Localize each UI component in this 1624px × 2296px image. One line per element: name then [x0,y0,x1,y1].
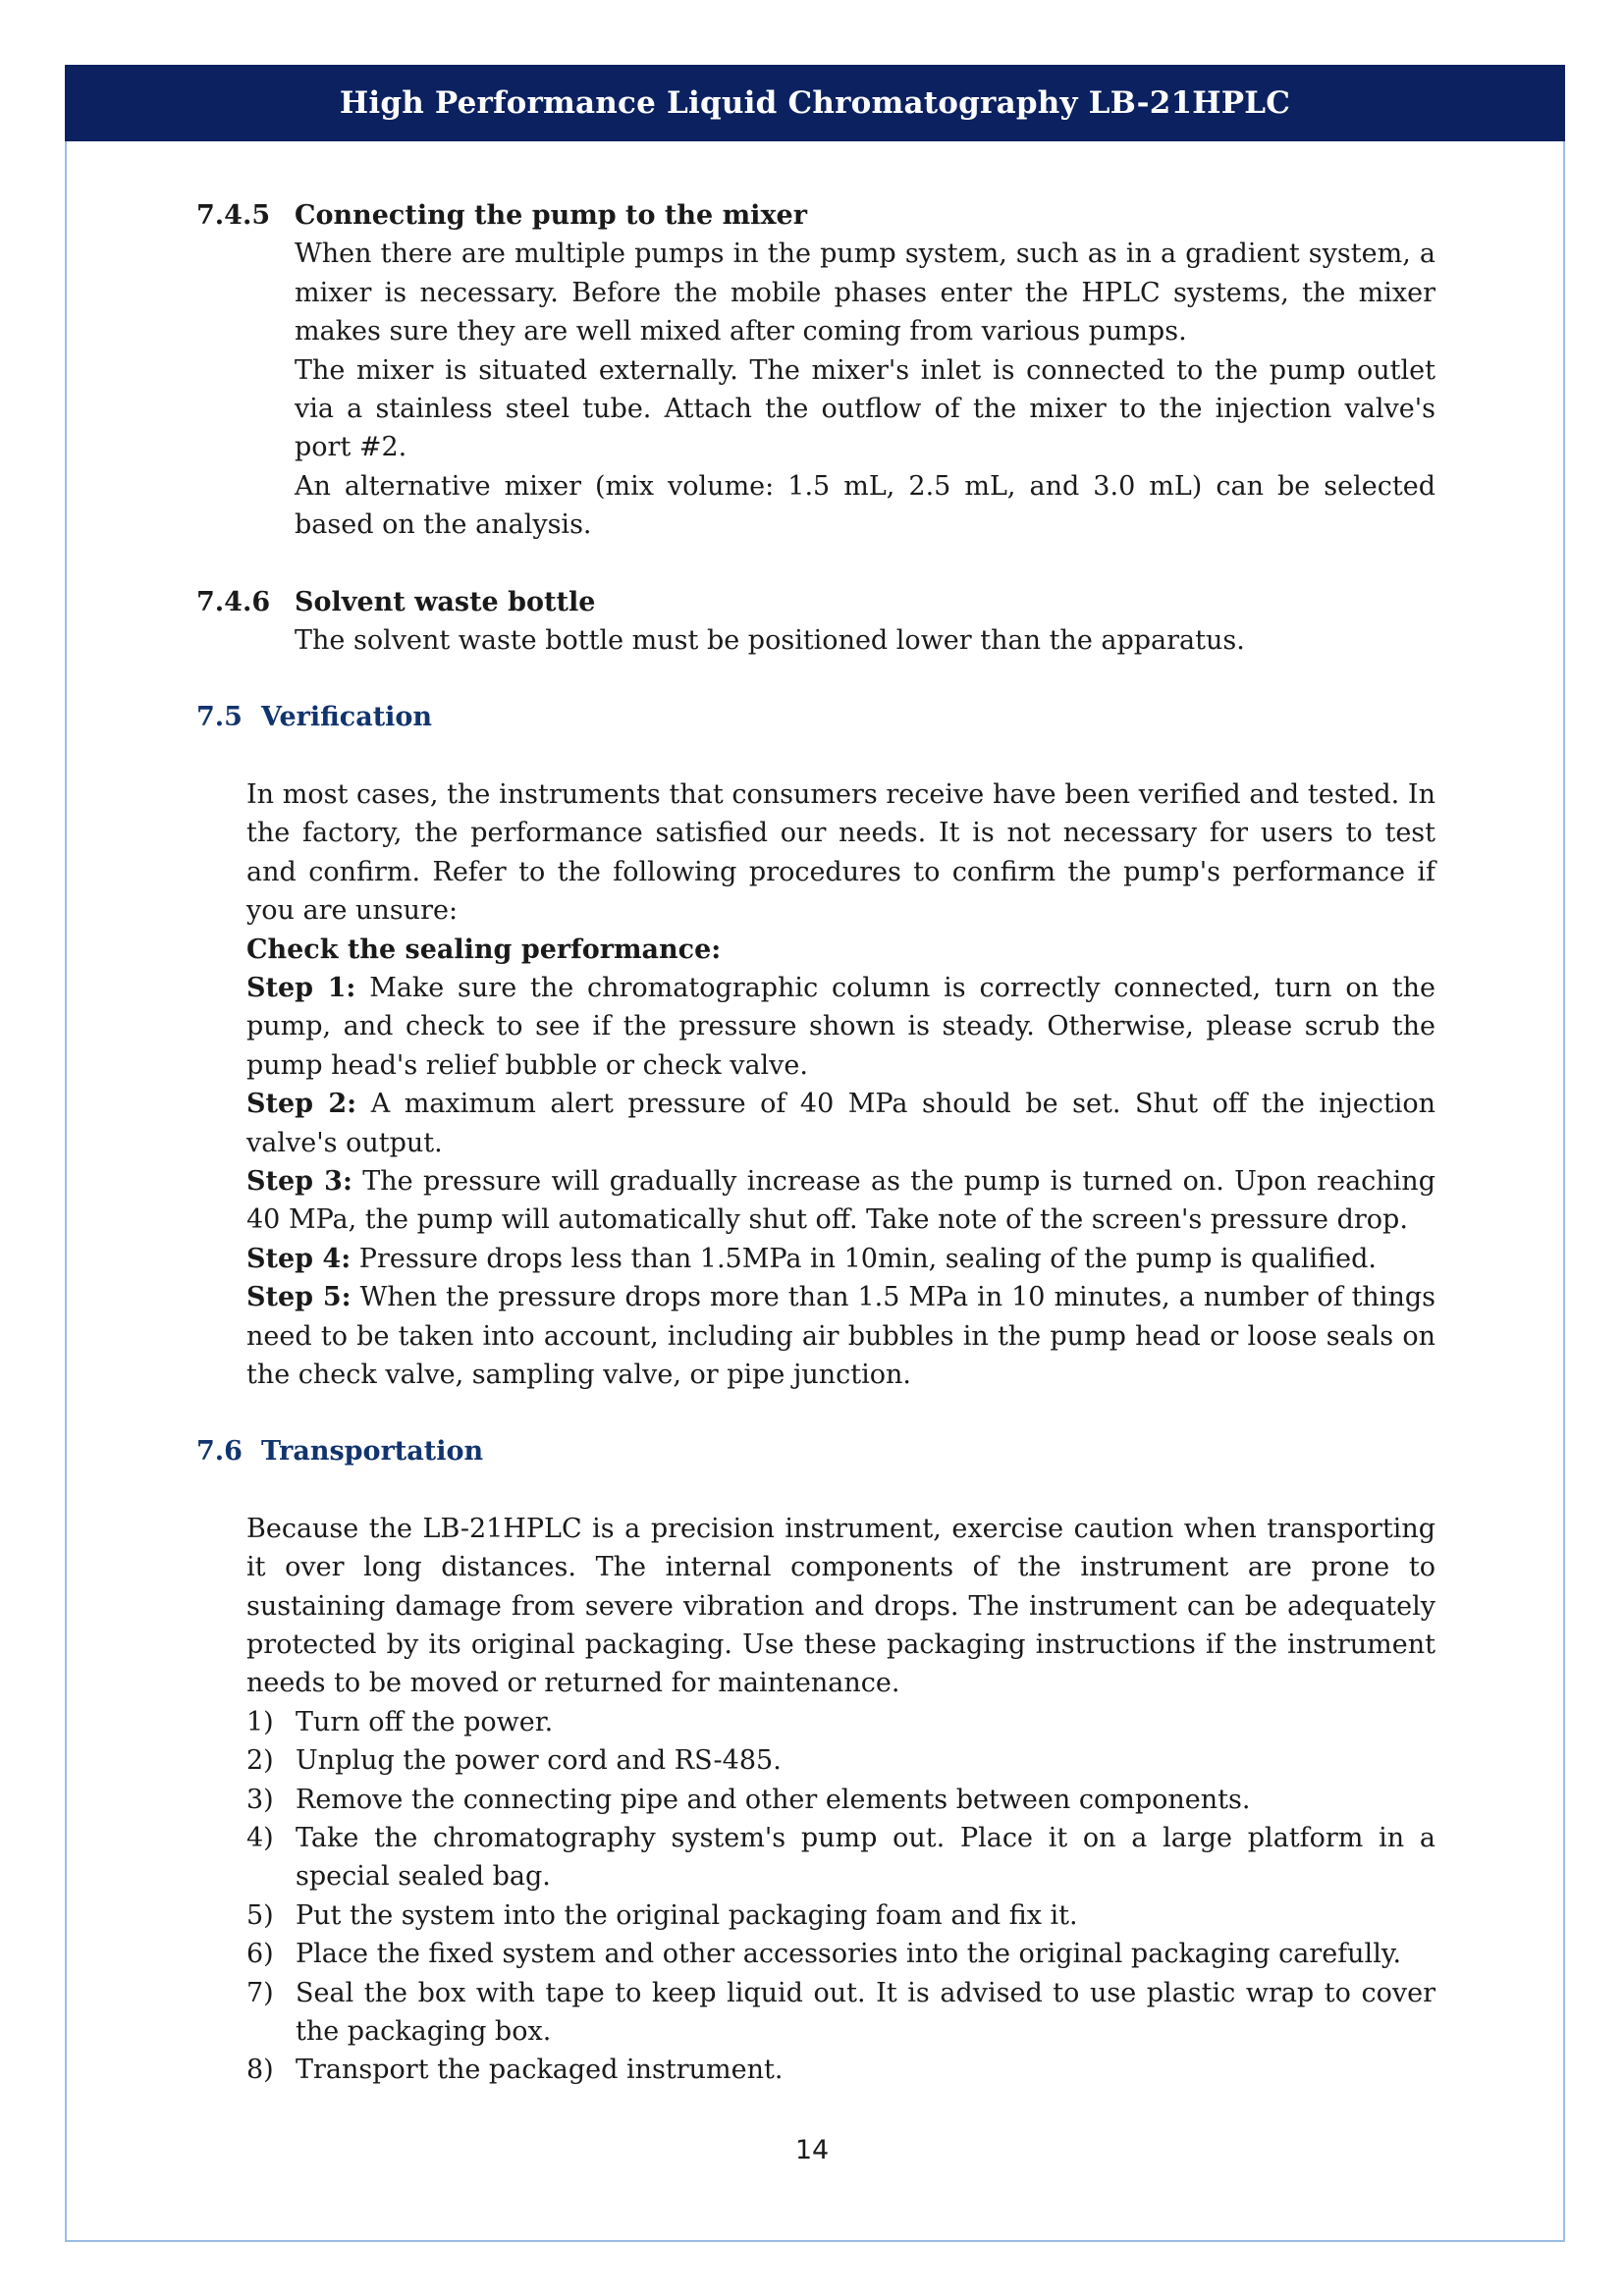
section-7-5-body [246,775,1435,1395]
step-item [246,1240,1435,1278]
step-label: Step 1: [246,972,356,1003]
paragraph: In most cases, the instruments that consumers receive have been verified and tested. In the factory, the performance satisfied our needs. It is not necessary for users to test and confirm. Refer to the following procedures to confirm the pump's performance if you are unsure: [246,778,1435,927]
section-7-4-5-body [295,235,1435,544]
section-7-4-5-heading [196,196,1435,235]
section-number: 7.4.5 [196,200,271,231]
list-item [246,2051,1435,2089]
section-number: 7.4.6 [196,586,271,617]
section-7-6-heading [196,1432,1435,1470]
section-7-4-6-heading [196,583,1435,621]
document-header [65,65,1565,141]
list-number: 6) [246,1939,274,1970]
packaging-steps-list [246,1703,1435,2090]
list-number: 2) [246,1745,274,1777]
list-text: Remove the connecting pipe and other elements between components. [296,1784,1251,1815]
section-title: Solvent waste bottle [295,586,596,617]
list-item [246,1703,1435,1741]
step-text: When the pressure drops more than 1.5 MPa in 10 minutes, a number of things need to be taken into account, including air bubbles in the pump head or loose seals on the check valve, sampling valve, or pipe junction. [246,1282,1435,1390]
section-7-4-6-body [295,621,1435,660]
step-label: Step 2: [246,1089,357,1120]
step-text: Pressure drops less than 1.5MPa in 10min, sealing of the pump is qualified. [358,1243,1377,1274]
paragraph: Because the LB-21HPLC is a precision instrument, exercise caution when transporting it over long distances. The internal components of the instrument are prone to sustaining damage from severe vibration and drops. The instrument can be adequately protected by its original packaging. Use these packaging instructions if the instrument needs to be moved or returned for maintenance. [246,1513,1435,1699]
step-item [246,1162,1435,1240]
section-number: 7.6 [196,1436,243,1468]
list-number: 1) [246,1706,274,1737]
steps-list [246,969,1435,1394]
list-number: 4) [246,1823,274,1854]
list-number: 3) [246,1784,274,1815]
step-text: A maximum alert pressure of 40 MPa should be set. Shut off the injection valve's output. [246,1089,1435,1158]
header-title: High Performance Liquid Chromatography LB-21HPLC [339,85,1291,121]
list-item [246,1974,1435,2052]
step-label: Step 5: [246,1282,352,1313]
section-number: 7.5 [196,702,243,733]
list-text: Place the fixed system and other accessories into the original packaging carefully. [296,1939,1402,1970]
step-item [246,1278,1435,1394]
list-item [246,1781,1435,1819]
paragraph: The solvent waste bottle must be positioned lower than the apparatus. [295,625,1245,657]
list-number: 5) [246,1899,274,1931]
section-title: Verification [261,702,433,733]
list-text: Turn off the power. [296,1706,554,1737]
section-7-6-body [246,1510,1435,2090]
list-item [246,1935,1435,1973]
list-text: Unplug the power cord and RS-485. [296,1745,782,1777]
paragraph: An alternative mixer (mix volume: 1.5 mL, 2.5 mL, and 3.0 mL) can be selected based on the analysis. [295,470,1435,541]
list-number: 7) [246,1977,274,2008]
section-title: Transportation [261,1436,484,1468]
section-title: Connecting the pump to the mixer [295,200,807,231]
list-text: Put the system into the original packaging foam and fix it. [296,1899,1078,1931]
list-item [246,1741,1435,1780]
step-text: The pressure will gradually increase as the pump is turned on. Upon reaching 40 MPa, the pump will automatically shut off. Take note of the screen's pressure drop. [246,1165,1435,1236]
paragraph: The mixer is situated externally. The mixer's inlet is connected to the pump outlet via a stainless steel tube. Attach the outflow of the mixer to the injection valve's port #2. [295,354,1435,463]
list-item [246,1896,1435,1935]
step-item [246,1085,1435,1162]
list-number: 8) [246,2055,274,2086]
section-7-5-heading [196,698,1435,736]
page-number: 14 [794,2135,830,2165]
list-text: Take the chromatography system's pump out. Place it on a large platform in a special sealed bag. [296,1823,1435,1893]
step-label: Step 4: [246,1243,352,1274]
step-item [246,969,1435,1085]
step-text: Make sure the chromatographic column is correctly connected, turn on the pump, and check to see if the pressure shown is steady. Otherwise, please scrub the pump head's relief bubble or check valve. [246,972,1435,1081]
page-content [196,196,1435,2090]
step-label: Step 3: [246,1165,352,1197]
list-text: Transport the packaged instrument. [296,2055,784,2086]
list-item [246,1819,1435,1896]
list-text: Seal the box with tape to keep liquid out. It is advised to use plastic wrap to cover the packaging box. [296,1977,1435,2048]
check-title: Check the sealing performance: [246,934,722,965]
paragraph: When there are multiple pumps in the pump system, such as in a gradient system, a mixer is necessary. Before the mobile phases enter the HPLC systems, the mixer makes sure they are well mixed after coming from various pumps. [295,239,1435,347]
